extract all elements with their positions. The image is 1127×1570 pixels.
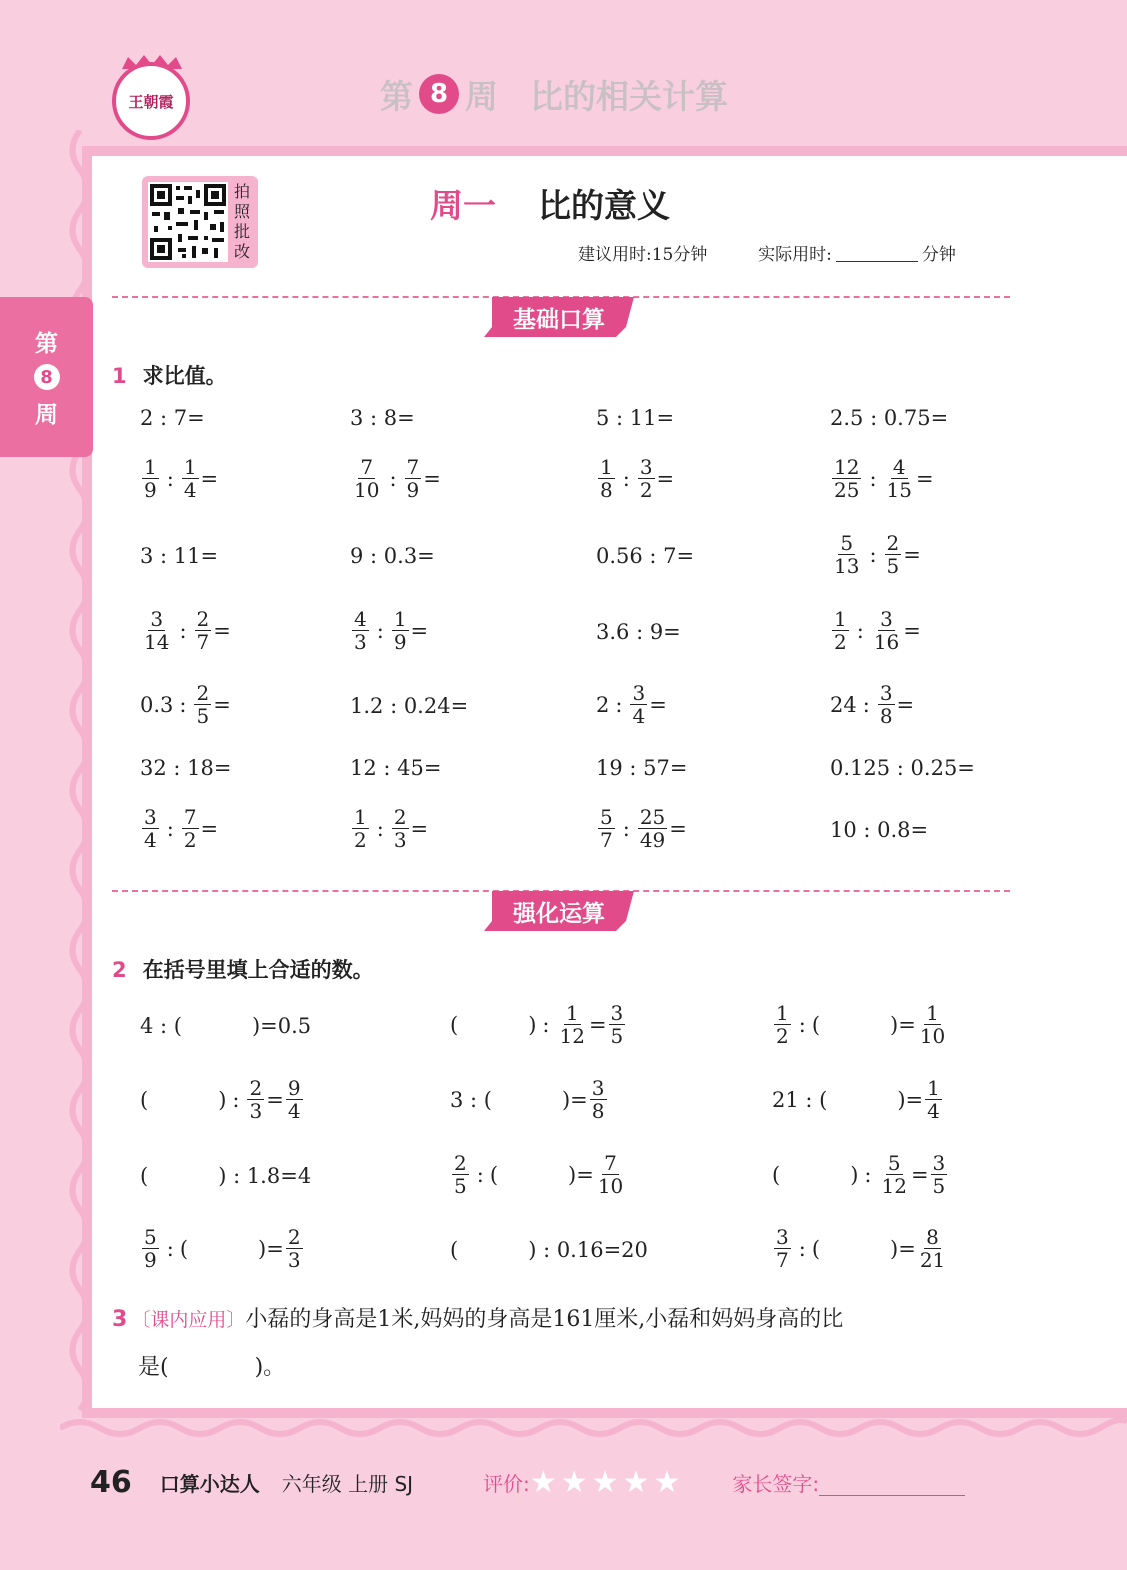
- day-label: 周一: [430, 186, 496, 225]
- section-tag-strong: 强化运算: [484, 891, 634, 931]
- qr-block[interactable]: [142, 176, 258, 268]
- problem[interactable]: 21 : ( )= 1 4: [772, 1076, 940, 1123]
- problem[interactable]: 2 : 7=: [140, 406, 205, 430]
- problem[interactable]: 3 7 : ( )= 8 21: [776, 1225, 946, 1272]
- qr-code-icon[interactable]: [148, 182, 228, 262]
- problem[interactable]: 7 10 : 7 9 =: [354, 455, 441, 502]
- actual-time-label: 实际用时:: [758, 245, 832, 265]
- problem[interactable]: 32 : 18=: [140, 756, 232, 780]
- problem[interactable]: 2 5 : ( )= 7 10: [454, 1151, 624, 1198]
- problem[interactable]: 10 : 0.8=: [830, 818, 929, 842]
- side-week-tab: [0, 297, 93, 457]
- chapter-title: 比的相关计算: [530, 76, 728, 116]
- problem[interactable]: 2 : 3 4 =: [596, 681, 667, 728]
- star-icon[interactable]: ★: [560, 1464, 588, 1500]
- side-tab-bottom: 周: [35, 402, 58, 428]
- side-tab-number: 8: [34, 364, 60, 390]
- problem[interactable]: 1 2 : 3 16 =: [834, 607, 921, 654]
- book-title: 口算小达人: [159, 1471, 260, 1496]
- problem[interactable]: ( ) : 1.8=4: [140, 1164, 312, 1188]
- page-number: 46: [90, 1464, 132, 1500]
- suggested-time: 建议用时:15分钟: [578, 245, 708, 265]
- side-tab-top: 第: [35, 331, 58, 357]
- problem[interactable]: 5 : 11=: [596, 406, 675, 430]
- problem[interactable]: 3 : 11=: [140, 544, 219, 568]
- question-1: 1 求比值。: [112, 364, 227, 388]
- star-icon[interactable]: ★: [529, 1464, 557, 1500]
- problem[interactable]: 1 9 : 1 4 =: [144, 455, 219, 502]
- page-header: [380, 70, 728, 118]
- qr-label: 拍 照 批 改: [234, 182, 251, 261]
- problem[interactable]: ( ) : 0.16=20: [450, 1238, 648, 1262]
- problem[interactable]: 12 : 45=: [350, 756, 442, 780]
- rating-stars[interactable]: [530, 1465, 685, 1500]
- problem[interactable]: 24 : 3 8 =: [830, 681, 915, 728]
- problem[interactable]: 3 4 : 7 2 =: [144, 805, 219, 852]
- problem[interactable]: ( ) : 1 12 = 3 5: [450, 1001, 624, 1048]
- problem[interactable]: ( ) : 2 3 = 9 4: [140, 1076, 301, 1123]
- time-unit: 分钟: [921, 245, 956, 265]
- problem[interactable]: 0.3 : 2 5 =: [140, 681, 231, 728]
- problem[interactable]: 0.125 : 0.25=: [830, 756, 975, 780]
- parent-signature-label: 家长签字:: [732, 1471, 820, 1496]
- problem[interactable]: 1 2 : 2 3 =: [354, 805, 429, 852]
- week-number-badge: 8: [419, 74, 459, 114]
- problem[interactable]: 3 14 : 2 7 =: [144, 607, 231, 654]
- grade-label: 六年级 上册 SJ: [281, 1471, 414, 1496]
- header-prefix: 第: [380, 76, 413, 116]
- problem[interactable]: 4 : ( )=0.5: [140, 1014, 312, 1038]
- problem[interactable]: 4 3 : 1 9 =: [354, 607, 429, 654]
- page-footer: [90, 1462, 965, 1502]
- problem[interactable]: 5 7 : 25 49 =: [600, 805, 687, 852]
- problem[interactable]: 5 13 : 2 5 =: [834, 531, 921, 578]
- logo-text: 王朝霞: [128, 92, 174, 111]
- star-icon[interactable]: ★: [622, 1464, 650, 1500]
- problem[interactable]: 2.5 : 0.75=: [830, 406, 949, 430]
- question-2: 2 在括号里填上合适的数。: [112, 958, 374, 982]
- star-icon[interactable]: ★: [591, 1464, 619, 1500]
- question-3: 3 〔课内应用〕小磊的身高是1米,妈妈的身高是161厘米,小磊和妈妈身高的比 是( )。: [112, 1307, 844, 1380]
- problem[interactable]: 1 8 : 3 2 =: [600, 455, 675, 502]
- wavy-border-bottom: [60, 1416, 1127, 1440]
- problem[interactable]: 0.56 : 7=: [596, 544, 695, 568]
- lesson-title: 比的意义: [538, 186, 670, 225]
- problem[interactable]: 5 9 : ( )= 2 3: [144, 1225, 301, 1272]
- question-tag: 〔课内应用〕: [131, 1309, 246, 1331]
- rating-label: 评价:: [483, 1471, 530, 1496]
- day-title: [430, 180, 670, 227]
- problem[interactable]: ( ) : 5 12 = 3 5: [772, 1151, 946, 1198]
- parent-signature-field[interactable]: [819, 1469, 965, 1496]
- problem[interactable]: 1 2 : ( )= 1 10: [776, 1001, 946, 1048]
- star-icon[interactable]: ★: [653, 1464, 681, 1500]
- header-suffix: 周: [465, 76, 498, 116]
- problem[interactable]: 3 : 8=: [350, 406, 415, 430]
- problem[interactable]: 12 25 : 4 15 =: [834, 455, 934, 502]
- problem[interactable]: 3.6 : 9=: [596, 620, 681, 644]
- brand-logo: [112, 62, 190, 140]
- problem[interactable]: 3 : ( )= 3 8: [450, 1076, 605, 1123]
- actual-time-input[interactable]: [836, 261, 918, 262]
- problem[interactable]: 9 : 0.3=: [350, 544, 435, 568]
- time-info: [578, 240, 956, 265]
- problem[interactable]: 1.2 : 0.24=: [350, 694, 469, 718]
- section-tag-basic: 基础口算: [484, 297, 634, 337]
- problem[interactable]: 19 : 57=: [596, 756, 688, 780]
